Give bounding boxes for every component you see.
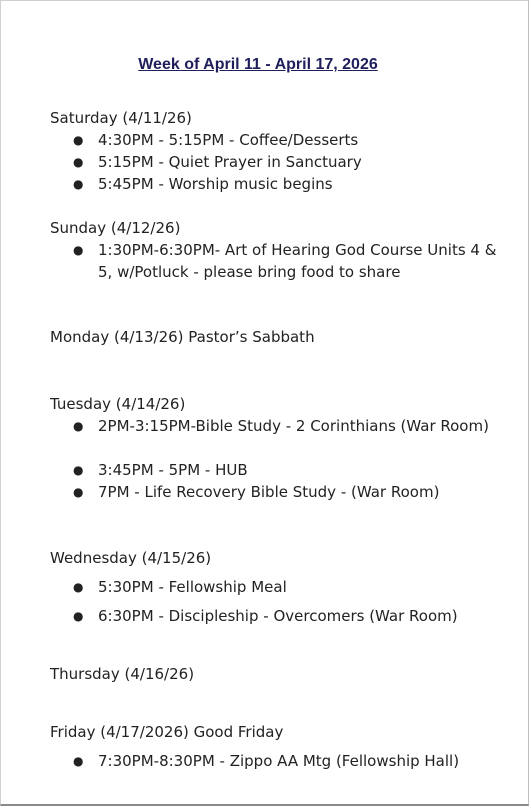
list-item: 1:30PM-6:30PM- Art of Hearing God Course Units 4 & 5, w/Potluck - please bring food to share [98,241,497,281]
bullet-icon: ● [73,580,84,594]
list-item: 7:30PM-8:30PM - Zippo AA Mtg (Fellowship Hall) [98,752,460,770]
day-heading-monday: Monday (4/13/26) Pastor’s Sabbath [50,328,315,346]
bullet-icon: ● [73,243,84,257]
day-heading-wednesday: Wednesday (4/15/26) [50,549,212,567]
list-item: 5:45PM - Worship music begins [98,175,333,193]
list-item: 5:15PM - Quiet Prayer in Sanctuary [98,153,362,171]
list-item: 6:30PM - Discipleship - Overcomers (War Room) [98,607,458,625]
bullet-icon: ● [73,155,84,169]
list-item: 7PM - Life Recovery Bible Study - (War Room) [98,483,440,501]
bullet-icon: ● [73,133,84,147]
day-heading-sunday: Sunday (4/12/26) [50,219,181,237]
list-item: 3:45PM - 5PM - HUB [98,461,248,479]
day-heading-tuesday: Tuesday (4/14/26) [50,395,186,413]
day-heading-thursday: Thursday (4/16/26) [50,665,195,683]
bullet-icon: ● [73,177,84,191]
list-item: 2PM-3:15PM-Bible Study - 2 Corinthians (War Room) [98,417,489,435]
list-item: 5:30PM - Fellowship Meal [98,578,287,596]
page-title: Week of April 11 - April 17, 2026 [138,56,378,73]
day-heading-saturday: Saturday (4/11/26) [50,109,192,127]
bullet-icon: ● [73,419,84,433]
bullet-icon: ● [73,485,84,499]
day-heading-friday: Friday (4/17/2026) Good Friday [50,723,284,741]
bullet-icon: ● [73,609,84,623]
list-item: 4:30PM - 5:15PM - Coffee/Desserts [98,131,359,149]
bullet-icon: ● [73,754,84,768]
bullet-icon: ● [73,463,84,477]
